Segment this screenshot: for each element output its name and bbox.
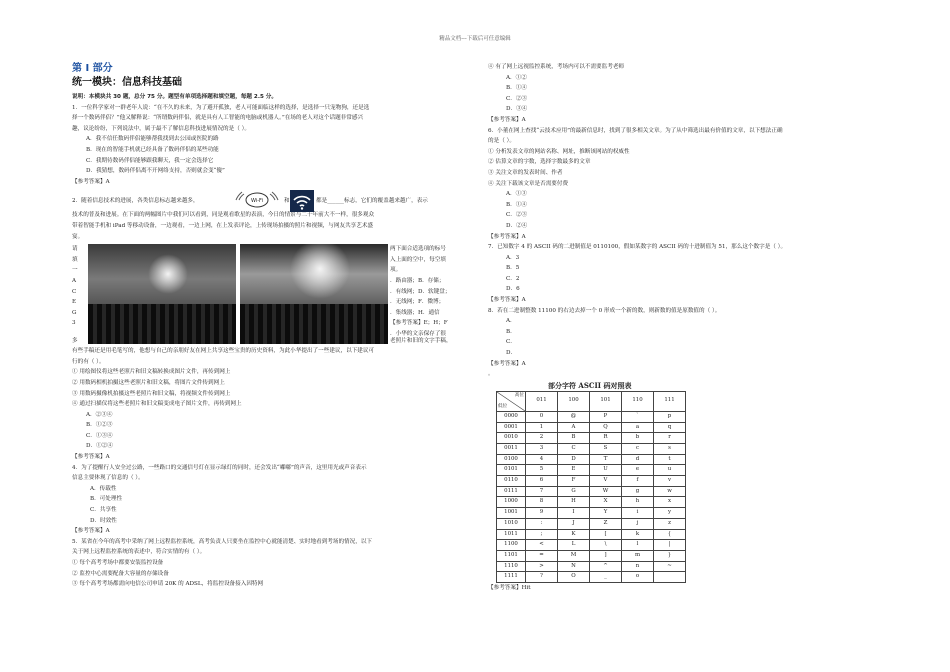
ascii-cell: c — [622, 443, 654, 454]
concert-photo-past — [88, 244, 236, 344]
ascii-low-bits: 0001 — [497, 422, 526, 433]
q3-line: 行的有（ ）。 — [72, 358, 105, 365]
question-1 — [72, 103, 462, 188]
q5-item: ③ 每个高考考场都需向电信公司申请 20K 的 ADSL，将监控设备接入因特网 — [72, 581, 264, 588]
q2-line: 带着智能手机和 iPad 等移动设备，一边观看，一边上网，在上发表评论，上传现场拍摄的照片和视频，与网友共享艺术盛 — [72, 222, 374, 229]
ascii-cell: A — [558, 422, 590, 433]
q4-line: 4．为了提醒行人安全过公路，一些路口的交通信号灯在显示绿灯的同时，还会发出“嘟嘟”的声音，这里用光或声音表示 — [72, 464, 367, 471]
ascii-cell: U — [590, 465, 622, 476]
ascii-row — [497, 476, 686, 487]
ascii-cell: i — [622, 508, 654, 519]
q4-answer: 【参考答案】A — [72, 528, 110, 535]
ascii-row — [497, 486, 686, 497]
ascii-cell: 0 — [526, 411, 558, 422]
q1-line: 趣，议论纷纷，下列说法中，属于最不了解信息科技进展情况的是（ ）。 — [72, 125, 250, 132]
ascii-row — [497, 454, 686, 465]
ascii-cell: 7 — [526, 486, 558, 497]
q3-answer: 【参考答案】A — [72, 454, 110, 461]
ascii-cell: s — [654, 443, 686, 454]
q8-option-a: A． — [506, 318, 516, 325]
ascii-cell: S — [590, 443, 622, 454]
ascii-cell: O — [558, 572, 590, 583]
ascii-low-bits: 1101 — [497, 550, 526, 561]
ascii-cell: P — [590, 411, 622, 422]
ascii-cell: B — [558, 433, 590, 444]
ascii-low-bits: 1010 — [497, 518, 526, 529]
ascii-cell: 3 — [526, 443, 558, 454]
ascii-col-header: 110 — [622, 391, 654, 411]
ascii-table-title: 部分字符 ASCII 码对照表 — [548, 380, 632, 390]
q7-line: 7．已知数字 4 的 ASCII 码的二进制值是 0110100，假如某数字的 ASCII 码的十进制值为 51，那么这个数字是（ ）。 — [488, 244, 787, 251]
q1-answer: 【参考答案】A — [72, 178, 110, 185]
ascii-cell: < — [526, 540, 558, 551]
ascii-cell: f — [622, 476, 654, 487]
ascii-cell: | — [654, 540, 686, 551]
ascii-cell: e — [622, 465, 654, 476]
ascii-low-bits: 1001 — [497, 508, 526, 519]
q4-option-b: B．可处理性 — [90, 496, 123, 503]
q2-line: 技术的普及和进展。在下面的两幅图片中我们可以看到，同是观看歌星的表演，今日的情景与二十年前大不一样，很多观众 — [72, 212, 375, 219]
ascii-low-bits: 0101 — [497, 465, 526, 476]
ascii-low-bits: 0000 — [497, 411, 526, 422]
ascii-cell: o — [622, 572, 654, 583]
ascii-cell: E — [558, 465, 590, 476]
ascii-cell: 8 — [526, 497, 558, 508]
ascii-cell: T — [590, 454, 622, 465]
ascii-low-bits: 1110 — [497, 561, 526, 572]
q8-option-c: C． — [506, 339, 516, 346]
ascii-cell: J — [558, 518, 590, 529]
ascii-low-bits: 0010 — [497, 433, 526, 444]
ascii-col-header: 111 — [654, 391, 686, 411]
ascii-cell: } — [654, 550, 686, 561]
ascii-cell: W — [590, 486, 622, 497]
ascii-cell: y — [654, 508, 686, 519]
question-5 — [72, 537, 462, 590]
q5-line: 5．某省在今年的高考中采纳了网上远程监控系统，高考负责人只要坐在监控中心就能清楚、实时地看到考场的情况，以下 — [72, 538, 373, 545]
ascii-cell: K — [558, 529, 590, 540]
ascii-cell: a — [622, 422, 654, 433]
ascii-cell: t — [654, 454, 686, 465]
ascii-cell: 6 — [526, 476, 558, 487]
ascii-cell: H — [558, 497, 590, 508]
ascii-row — [497, 572, 686, 583]
ascii-cell: I — [558, 508, 590, 519]
q3-option-d: D．①②④ — [86, 443, 113, 450]
ascii-cell: g — [622, 486, 654, 497]
q1-option-a: A．我不信任数码伴侣能够帮我找到去公园或医院的路 — [86, 136, 219, 143]
question-7 — [488, 242, 880, 306]
ascii-cell: h — [622, 497, 654, 508]
ascii-cell: _ — [590, 572, 622, 583]
right-column — [488, 62, 880, 594]
ascii-corner-cell: 高位 低位 — [497, 391, 526, 411]
question-8 — [488, 306, 880, 380]
q5-option-c: C．②③ — [506, 95, 528, 102]
q5-option-b: B．①④ — [506, 85, 527, 92]
q8-answer: 【参考答案】A — [488, 360, 526, 367]
ascii-low-bits: 1111 — [497, 572, 526, 583]
q6-option-b: B．①④ — [506, 201, 527, 208]
ascii-row — [497, 443, 686, 454]
q6-option-a: A．①③ — [506, 191, 527, 198]
concert-photos — [72, 244, 462, 346]
ascii-low-bits: 0011 — [497, 443, 526, 454]
wireless-signal-icon — [290, 190, 314, 212]
ascii-cell: ] — [590, 550, 622, 561]
q1-option-d: D．我猜想，数码伴侣离不开网络支持，否则就会变“傻” — [86, 168, 225, 175]
ascii-cell: j — [622, 518, 654, 529]
ascii-cell: Q — [590, 422, 622, 433]
q5-option-a: A．①② — [506, 74, 527, 81]
q5-option-d: D．③④ — [506, 106, 528, 113]
q6-option-c: C．②③ — [506, 212, 528, 219]
question-6 — [488, 126, 880, 243]
ascii-row — [497, 508, 686, 519]
q6-line: 6．小董在网上查找“云技术应用”的最新信息时，找到了很多相关文章。为了从中筛选出最有价值的文章，以下想法正确 — [488, 127, 783, 134]
ascii-header-row — [497, 391, 686, 411]
ascii-cell: N — [558, 561, 590, 572]
q4-option-a: A．传载性 — [90, 485, 117, 492]
ascii-cell: ` — [622, 411, 654, 422]
ascii-row — [497, 540, 686, 551]
ascii-low-bits: 0110 — [497, 476, 526, 487]
ascii-cell: 9 — [526, 508, 558, 519]
ascii-cell: z — [654, 518, 686, 529]
ascii-col-header: 011 — [526, 391, 558, 411]
ascii-cell: ~ — [654, 561, 686, 572]
instructions: 说明：本模块共 30 题，总分 75 分。题型有单项选择题和填空题，每题 2.5 分。 — [72, 94, 277, 100]
ascii-cell: u — [654, 465, 686, 476]
ascii-row — [497, 550, 686, 561]
ascii-cell: v — [654, 476, 686, 487]
q3-item: ③ 用数码摄像机拍摄这些老照片和旧文稿，将视频文件传到网上 — [72, 390, 231, 397]
q7-option-c: C．2 — [506, 275, 520, 282]
ascii-row — [497, 422, 686, 433]
q4-option-d: D．时效性 — [90, 517, 117, 524]
ascii-cell: r — [654, 433, 686, 444]
question-2: 2．随着信息技术的进展，各类信息标志越来越多， Wi-Fi 和 都是______标志，它们的覆盖越来越广，表示 技术的普及和进展。在下面的两幅图片中我们可以看到，同是观看歌星的表演，今日的情景与二十年前大不一样，很多观众 带着智能手机和 iPad 等移动设备，一边观看，一边上网，在上发表评论，上传现场拍摄的照片和视频，与网友共享艺术盛 宴。 请 填 一 A C E G 3 两下面合适选项的标号 入上面的空中，每空填 项。 ．路由器；B．存储； ．有线网；D．软键盘； ．无线网；F．微博； ．集线器；H．通信 【参考答案】E；H；F ．小华的文亲保存了很 多 老照片和旧的文字手稿， 有些手稿还是用毛笔写的，他想与自己的亲朋好友在网上共享这些宝贵的历史资料，为此小华提出了一些建议，以下建议可 行的有（ ）。 ① 用绘图仪将这些老照片和旧文稿转换成图片文件，再传到网上 ② 用数码相机拍摄这些老照片和旧文稿，将图片文件传到网上 ③ 用数码摄像机拍摄这些老照片和旧文稿，将视频文件传到网上 ④ 通过扫描仪将这些老照片和旧文稿变成电子图片文件，再传到网上 A．②③④ B．①②③ C．①③④ D．①②④ 【参考答案】A — [72, 190, 462, 462]
ascii-cell: d — [622, 454, 654, 465]
q2-left-letters: 请 填 一 A C E G 3 — [72, 246, 78, 327]
q3-item: ① 用绘图仪将这些老照片和旧文稿转换成图片文件，再传到网上 — [72, 369, 231, 376]
ascii-cell: 4 — [526, 454, 558, 465]
ascii-cell: b — [622, 433, 654, 444]
ascii-col-header: 100 — [558, 391, 590, 411]
ascii-row — [497, 433, 686, 444]
ascii-cell: 2 — [526, 433, 558, 444]
left-column — [72, 62, 462, 590]
q6-answer: 【参考答案】A — [488, 233, 526, 240]
final-answer: 【参考答案】Hit — [488, 585, 531, 592]
q1-line: 择一个数码伴侣？”他又解释说：“所谓数码伴侣，就是具有人工智能的电脑或机器人。”在场的老人对这个话题非常感兴 — [72, 115, 364, 122]
ascii-cell: w — [654, 486, 686, 497]
q6-line: 的是（ ）。 — [488, 138, 515, 145]
ascii-cell: R — [590, 433, 622, 444]
ascii-low-bits: 1011 — [497, 529, 526, 540]
q2-first-line: 2．随着信息技术的进展，各类信息标志越来越多， Wi-Fi 和 都是______标志，它们的覆盖越来越广，表示 — [72, 190, 462, 210]
ascii-cell: V — [590, 476, 622, 487]
q6-option-d: D．②④ — [506, 222, 528, 229]
ascii-cell: X — [590, 497, 622, 508]
ascii-row — [497, 529, 686, 540]
ascii-cell: M — [558, 550, 590, 561]
ascii-cell: ; — [526, 529, 558, 540]
ascii-cell: Z — [590, 518, 622, 529]
ascii-cell: l — [622, 540, 654, 551]
wifi-logo-icon — [232, 190, 282, 210]
q8-extra: 。 — [488, 371, 494, 378]
ascii-cell: p — [654, 411, 686, 422]
question-4 — [72, 463, 462, 537]
svg-text:Wi-Fi: Wi-Fi — [251, 198, 263, 205]
ascii-cell: D — [558, 454, 590, 465]
ascii-cell: @ — [558, 411, 590, 422]
q4-line: 信息主要体现了信息的（ ）。 — [72, 475, 144, 482]
q6-item: ③ 关注文章的发表时间、作者 — [488, 169, 563, 176]
q3-item: ④ 通过扫描仪将这些老照片和旧文稿变成电子图片文件，再传到网上 — [72, 401, 242, 408]
q5-item: ④ 有了网上远视监控系统，考场内可以不需要监考老师 — [488, 64, 625, 70]
ascii-cell: G — [558, 486, 590, 497]
ascii-row — [497, 518, 686, 529]
q3-option-b: B．①②③ — [86, 422, 113, 429]
q5-item: ② 监控中心需要配备大容量的存储设备 — [72, 570, 169, 577]
q8-option-b: B． — [506, 328, 516, 335]
part-title: 第 I 部分 — [72, 63, 113, 74]
q3-line: 有些手稿还是用毛笔写的，他想与自己的亲朋好友在网上共享这些宝贵的历史资料，为此小华提出了一些建议，以下建议可 — [72, 348, 375, 355]
ascii-low-bits: 0100 — [497, 454, 526, 465]
ascii-low-bits: 1100 — [497, 540, 526, 551]
q5-answer: 【参考答案】A — [488, 116, 526, 123]
ascii-cell: q — [654, 422, 686, 433]
q1-option-b: B．现在的智能手机就已经具备了数码伴侣的某些功能 — [86, 146, 219, 153]
ascii-cell: [ — [590, 529, 622, 540]
q2-options-side: 两下面合适选项的标号 入上面的空中，每空填 项。 ．路由器；B．存储； ．有线网；D．软键盘； ．无线网；F．微博； ．集线器；H．通信 【参考答案】E；H；F ．小华的文亲保存了很 — [390, 246, 451, 337]
ascii-cell: ^ — [590, 561, 622, 572]
q8-option-d: D． — [506, 350, 517, 357]
ascii-cell: = — [526, 550, 558, 561]
ascii-row — [497, 465, 686, 476]
q6-item: ④ 关注下载该文章是否需要付费 — [488, 180, 569, 187]
ascii-cell: x — [654, 497, 686, 508]
q7-option-d: D．6 — [506, 286, 520, 293]
ascii-low-bits: 1000 — [497, 497, 526, 508]
module-title: 统一模块：信息科技基础 — [72, 77, 182, 88]
ascii-cell: F — [558, 476, 590, 487]
q5-item: ① 每个高考考场中都要安装监控设备 — [72, 560, 164, 566]
ascii-low-bits: 0111 — [497, 486, 526, 497]
ascii-row — [497, 411, 686, 422]
ascii-cell: 5 — [526, 465, 558, 476]
q6-item: ② 估算文章的字数，选择字数最多的文章 — [488, 159, 591, 166]
q7-answer: 【参考答案】A — [488, 297, 526, 304]
q3-option-c: C．①③④ — [86, 432, 113, 439]
q8-line: 8．若在二进制整数 11100 的右边去掉一个 0 形成一个新的数，则新数的值是原数值的（ ）。 — [488, 307, 721, 314]
q2-line: 宴。 — [72, 233, 84, 240]
ascii-cell: > — [526, 561, 558, 572]
ascii-cell: { — [654, 529, 686, 540]
ascii-cell: \ — [590, 540, 622, 551]
q7-option-a: A．3 — [506, 254, 520, 261]
q4-option-c: C．共享性 — [90, 507, 117, 514]
ascii-cell: : — [526, 518, 558, 529]
ascii-table — [496, 391, 686, 583]
ascii-cell: 1 — [526, 422, 558, 433]
q1-option-c: C．我期待数码伴侣能够跟我聊天，我一定会选择它 — [86, 157, 214, 164]
ascii-col-header: 101 — [590, 391, 622, 411]
concert-photo-today — [240, 244, 388, 344]
ascii-row — [497, 561, 686, 572]
ascii-cell: C — [558, 443, 590, 454]
ascii-cell: m — [622, 550, 654, 561]
ascii-cell: L — [558, 540, 590, 551]
q3-option-a: A．②③④ — [86, 411, 113, 418]
ascii-cell: n — [622, 561, 654, 572]
ascii-cell: k — [622, 529, 654, 540]
q1-line: 1．一位科学家对一群老年人说：“在不久的未来，为了避开孤独，老人可能面临这样的选择，是选择一只宠物狗，还是选 — [72, 104, 370, 111]
q5-line: 关于网上远程监控系统的表述中，符合实情的有（ ）。 — [72, 549, 206, 556]
ascii-cell: ? — [526, 572, 558, 583]
ascii-cell: Y — [590, 508, 622, 519]
ascii-row — [497, 497, 686, 508]
page-header: 精品文档---下载后可任意编辑 — [439, 36, 511, 42]
ascii-cell — [654, 572, 686, 583]
q7-option-b: B．5 — [506, 265, 520, 272]
q3-item: ② 用数码相机拍摄这些老照片和旧文稿，将图片文件传到网上 — [72, 379, 225, 386]
q6-item: ① 分析发表文章的网站名称、网址，推断该网站的权威性 — [488, 148, 630, 155]
